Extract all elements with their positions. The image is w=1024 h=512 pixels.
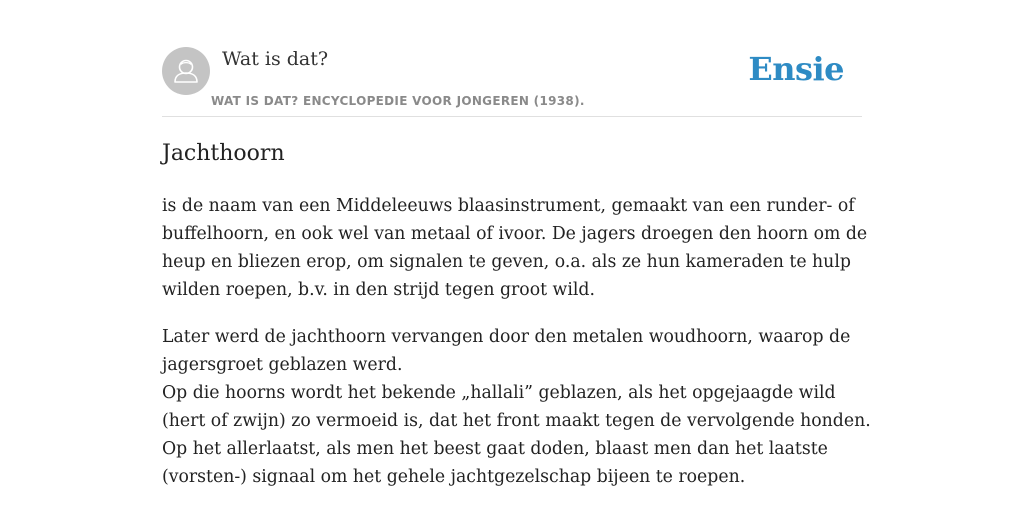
text-line: (vorsten-) signaal om het gehele jachtgezelschap bijeen te roepen. (162, 467, 746, 487)
text-line: heup en bliezen erop, om signalen te geven, o.a. als ze hun kameraden te hulp (162, 252, 851, 272)
text-line: Op die hoorns wordt het bekende „hallali” geblazen, als het opgejaagde wild (162, 383, 836, 403)
entry-title: Jachthoorn (162, 141, 285, 166)
user-silhouette-icon (162, 47, 210, 95)
source-subtitle[interactable]: WAT IS DAT? ENCYCLOPEDIE VOOR JONGEREN (1938). (211, 94, 585, 108)
text-line: buffelhoorn, en ook wel van metaal of ivoor. De jagers droegen den hoorn om de (162, 224, 868, 244)
text-line: Op het allerlaatst, als men het beest gaat doden, blaast men dan het laatste (162, 439, 828, 459)
entry-content (162, 192, 871, 510)
text-line: jagersgroet geblazen werd. (162, 355, 403, 375)
text-line: Later werd de jachthoorn vervangen door den metalen woudhoorn, waarop de (162, 327, 851, 347)
text-line: wilden roepen, b.v. in den strijd tegen groot wild. (162, 280, 595, 300)
source-title[interactable]: Wat is dat? (222, 48, 329, 70)
ensie-logo[interactable]: Ensie (748, 50, 844, 88)
paragraph-1 (162, 192, 868, 304)
text-line: (hert of zwijn) zo vermoeid is, dat het front maakt tegen de vervolgende honden. (162, 411, 871, 431)
source-avatar[interactable] (162, 47, 210, 95)
paragraph-2 (162, 323, 871, 491)
source-header (162, 44, 862, 117)
text-line: is de naam van een Middeleeuws blaasinstrument, gemaakt van een runder- of (162, 196, 855, 216)
